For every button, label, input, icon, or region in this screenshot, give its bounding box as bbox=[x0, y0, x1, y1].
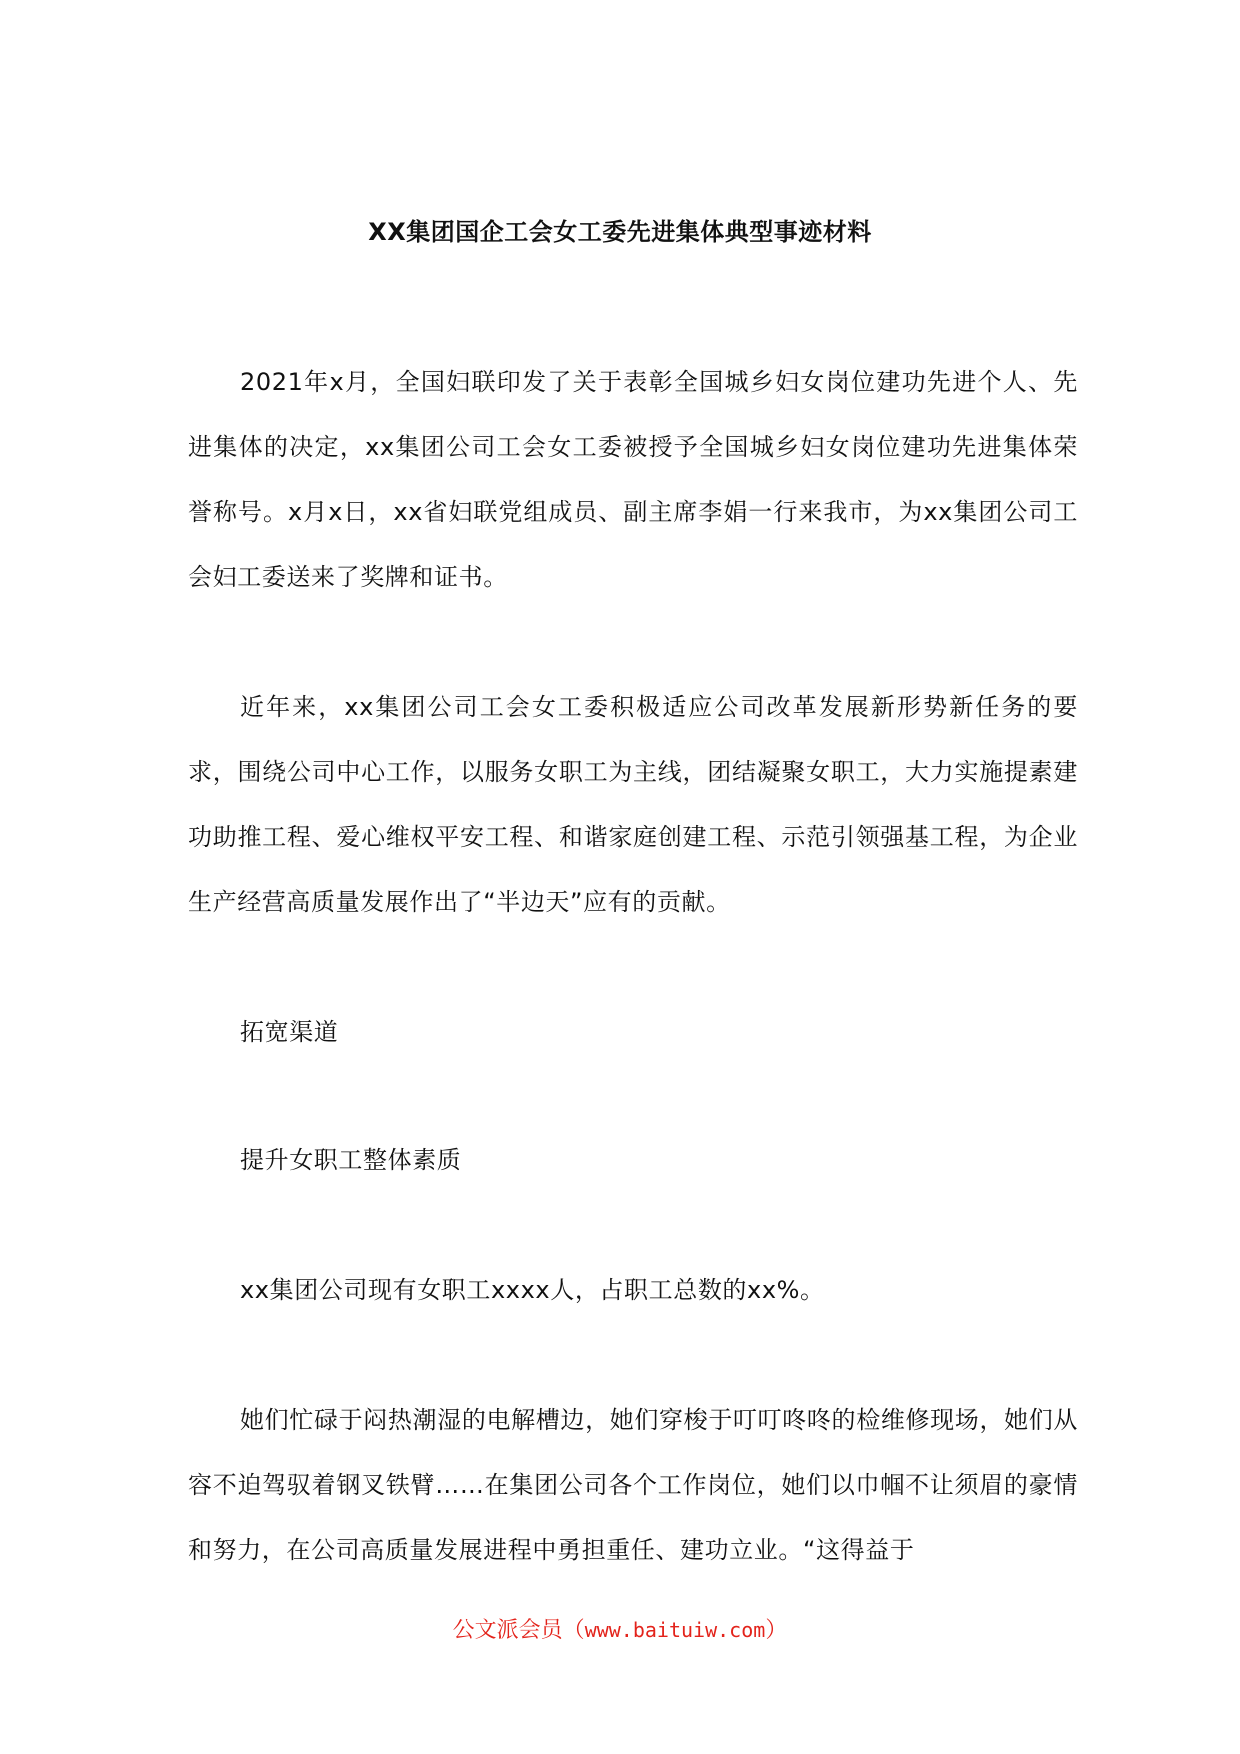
document-title: XX集团国企工会女工委先进集体典型事迹材料 bbox=[368, 218, 872, 246]
paragraph-award-announcement: 2021年x月，全国妇联印发了关于表彰全国城乡妇女岗位建功先进个人、先进集体的决定，xx集团公司工会女工委被授予全国城乡妇女岗位建功先进集体荣誉称号。x月x日，xx省妇联党组成员、副主席李娟一行来我市，为xx集团公司工会妇工委送来了奖牌和证书。 bbox=[188, 368, 1078, 591]
footer-watermark bbox=[0, 1612, 1240, 1649]
paragraph-female-staff-count: xx集团公司现有女职工xxxx人，占职工总数的xx%。 bbox=[240, 1276, 825, 1304]
paragraph-recent-work: 近年来，xx集团公司工会女工委积极适应公司改革发展新形势新任务的要求，围绕公司中心工作，以服务女职工为主线，团结凝聚女职工，大力实施提素建功助推工程、爱心维权平安工程、和谐家庭创建工程、示范引领强基工程，为企业生产经营高质量发展作出了“半边天”应有的贡献。 bbox=[188, 693, 1078, 916]
footer-close-paren: ） bbox=[765, 1618, 788, 1643]
footer-open-paren: （ bbox=[562, 1618, 585, 1643]
section-heading-expand-channels: 拓宽渠道 bbox=[240, 1018, 339, 1046]
section-subheading-improve-quality: 提升女职工整体素质 bbox=[240, 1146, 462, 1174]
paragraph-female-staff-work: 她们忙碌于闷热潮湿的电解槽边，她们穿梭于叮叮咚咚的检维修现场，她们从容不迫驾驭着钢叉铁臂……在集团公司各个工作岗位，她们以巾帼不让须眉的豪情和努力，在公司高质量发展进程中勇担重任、建功立业。“这得益于 bbox=[188, 1406, 1078, 1564]
footer-label: 公文派会员 bbox=[452, 1618, 563, 1643]
footer-url-link[interactable]: www.baituiw.com bbox=[584, 1618, 766, 1642]
